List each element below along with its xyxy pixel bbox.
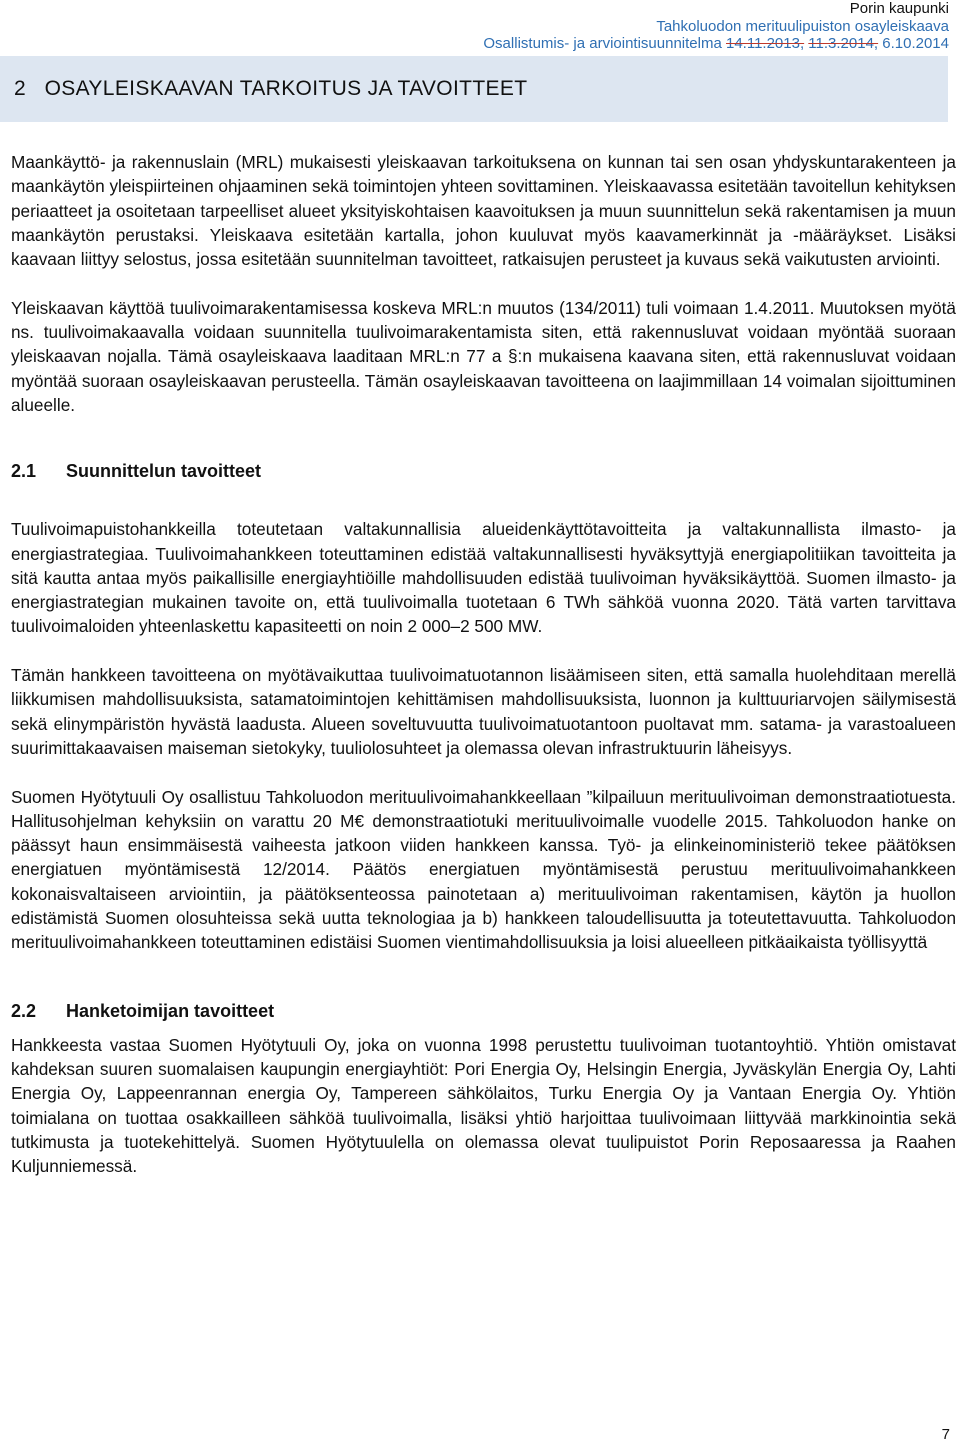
header-date-2: 11.3.2014,: [808, 35, 879, 52]
goals-paragraph-3: Suomen Hyötytuuli Oy osallistuu Tahkoluodon merituulivoimahankkeellaan ”kilpailuun merituulivoiman demonstraatiotuesta. Hallitusohjelman kehyksiin on varattu 20 M€ demonstraatiotuki merituulivoimalle vuodelle 2015. Tahkoluodon hanke on päässyt haun ensimmäisestä vaiheesta jatkoon viiden hankkeen kanssa. Työ- ja elinkeinoministeriö tekee päätöksen energiatuen myöntämisestä 12/2014. Päätös energiatuen myöntämisestä perustuu merituulivoimahankkeen kokonaisvaltaiseen arviointiin, ja päätöksenteossa painotetaan a) merituulivoiman rakentamisen, käytön ja huollon edistämistä Suomen olosuhteissa sekä uutta teknologiaa ja b) hankkeen taloudellisuutta ja toteutettavuutta. Tahkoluodon merituulivoimahankkeen toteuttaminen edistäisi Suomen vientimahdollisuuksia ja loisi alueelleen pitkäaikaista työllisyyttä: [11, 786, 956, 953]
header-org: Porin kaupunki: [849, 0, 949, 17]
section-heading: [14, 77, 527, 101]
goals-paragraph-2: Tämän hankkeen tavoitteena on myötävaikuttaa tuulivoimatuotannon lisäämiseen siten, että samalla huolehditaan merellä liikkumisen mahdollisuuksista, satamatoimintojen kehittämisen mahdollisuuksista, luonnon ja kulttuuriarvojen säilymisestä sekä elinympäristön hyvästä laadusta. Alueen soveltuvuutta tuulivoimatuotantoon puoltavat mm. satama- ja varastoalueen suurimittakaavaisen maiseman sietokyky, tuuliolosuhteet ja olemassa olevan infrastruktuurin läheisyys.: [11, 665, 956, 758]
header-doc-type: Osallistumis- ja arviointisuunnitelma: [483, 35, 722, 52]
header-project: Tahkoluodon merituulipuiston osayleiskaava: [656, 17, 949, 35]
header-dates-line: [483, 35, 949, 53]
subsection-title: Hanketoimijan tavoitteet: [66, 1000, 275, 1021]
page-header: [483, 0, 949, 53]
document-body: [11, 150, 956, 1178]
subsection-number: 2.1: [11, 461, 37, 482]
subsection-number: 2.2: [11, 1000, 37, 1021]
header-date-3: 6.10.2014: [882, 35, 949, 52]
intro-paragraph-1: Maankäyttö- ja rakennuslain (MRL) mukaisesti yleiskaavan tarkoituksena on kunnan tai sen osan yhdyskuntarakenteen ja maankäytön yleispiirteinen ohjaaminen sekä toimintojen yhteen sovittaminen. Yleiskaavassa esitetään tavoitellun kehityksen periaatteet ja osoitetaan tarpeelliset alueet yksityiskohtaisen kaavoituksen ja muun suunnittelun sekä rakentamisen ja muun maankäytön perustaksi. Yleiskaava esitetään kartalla, johon kuuluvat myös kaavamerkinnät ja -määräykset. Lisäksi kaavaan liittyy selostus, jossa esitetään suunnitelman tavoitteet, ratkaisujen perusteet ja kuvaus sekä vaikutusten arviointi.: [11, 152, 956, 270]
section-number: 2: [14, 77, 27, 100]
operator-paragraph-1: Hankkeesta vastaa Suomen Hyötytuuli Oy, joka on vuonna 1998 perustettu tuulivoiman tuotantoyhtiö. Yhtiön omistavat kahdeksan suuren suomalaisen kaupungin energiayhtiöt: Pori Energia Oy, Helsingin Energia, Jyväskylän Energia Oy, Lahti Energia Oy, Lappeenrannan energia Oy, Tampereen sähkölaitos, Turku Energia Oy ja Vantaan Energia Oy. Yhtiön toimialana on tuottaa osakkailleen sähköä tuulivoimalla, lisäksi yhtiö harjoittaa tuulivoimaan liittyvää markkinointia sekä tutkimusta ja tuotekehittelyä. Suomen Hyötytuulella on olemassa olevat tuulipuistot Porin Reposaaressa ja Raahen Kuljunniemessä.: [11, 1034, 956, 1177]
intro-paragraph-2: Yleiskaavan käyttöä tuulivoimarakentamisessa koskeva MRL:n muutos (134/2011) tuli voimaan 1.4.2011. Muutoksen myötä ns. tuulivoimakaavalla voidaan suunnitella tuulivoimarakentamista siten, että rakennusluvat voidaan myöntää suoraan yleiskaavan nojalla. Tämä osayleiskaava laaditaan MRL:n 77 a §:n mukaisena kaavana siten, että rakennusluvat voidaan myöntää suoraan osayleiskaavan perusteella. Tämän osayleiskaavan tavoitteena on laajimmillaan 14 voimalan sijoittuminen alueelle.: [11, 297, 956, 415]
page-number: 7: [941, 1426, 950, 1443]
header-date-1: 14.11.2013,: [725, 35, 805, 52]
subsection-heading-2-2: [11, 999, 956, 1023]
section-title: OSAYLEISKAAVAN TARKOITUS JA TAVOITTEET: [44, 77, 528, 100]
goals-paragraph-1: Tuulivoimapuistohankkeilla toteutetaan valtakunnallisia alueidenkäyttötavoitteita ja valtakunnallista ilmasto- ja energiastrategiaa. Tuulivoimahankkeen toteuttaminen edistää valtakunnallisesti hyväksyttyjä energiapolitiikan tavoitteita ja sitä kautta antaa myös paikallisille energiayhtiöille mahdollisuuden edistää tuulivoiman hyväksikäyttöä. Suomen ilmasto- ja energiastrategian mukainen tavoite on, että tuulivoimalla tuotetaan 6 TWh sähköä vuonna 2020. Tätä varten tarvittava tuulivoimaloiden yhteenlaskettu kapasiteetti on noin 2 000–2 500 MW.: [11, 519, 956, 637]
subsection-title: Suunnittelun tavoitteet: [66, 461, 262, 482]
subsection-heading-2-1: [11, 459, 956, 483]
